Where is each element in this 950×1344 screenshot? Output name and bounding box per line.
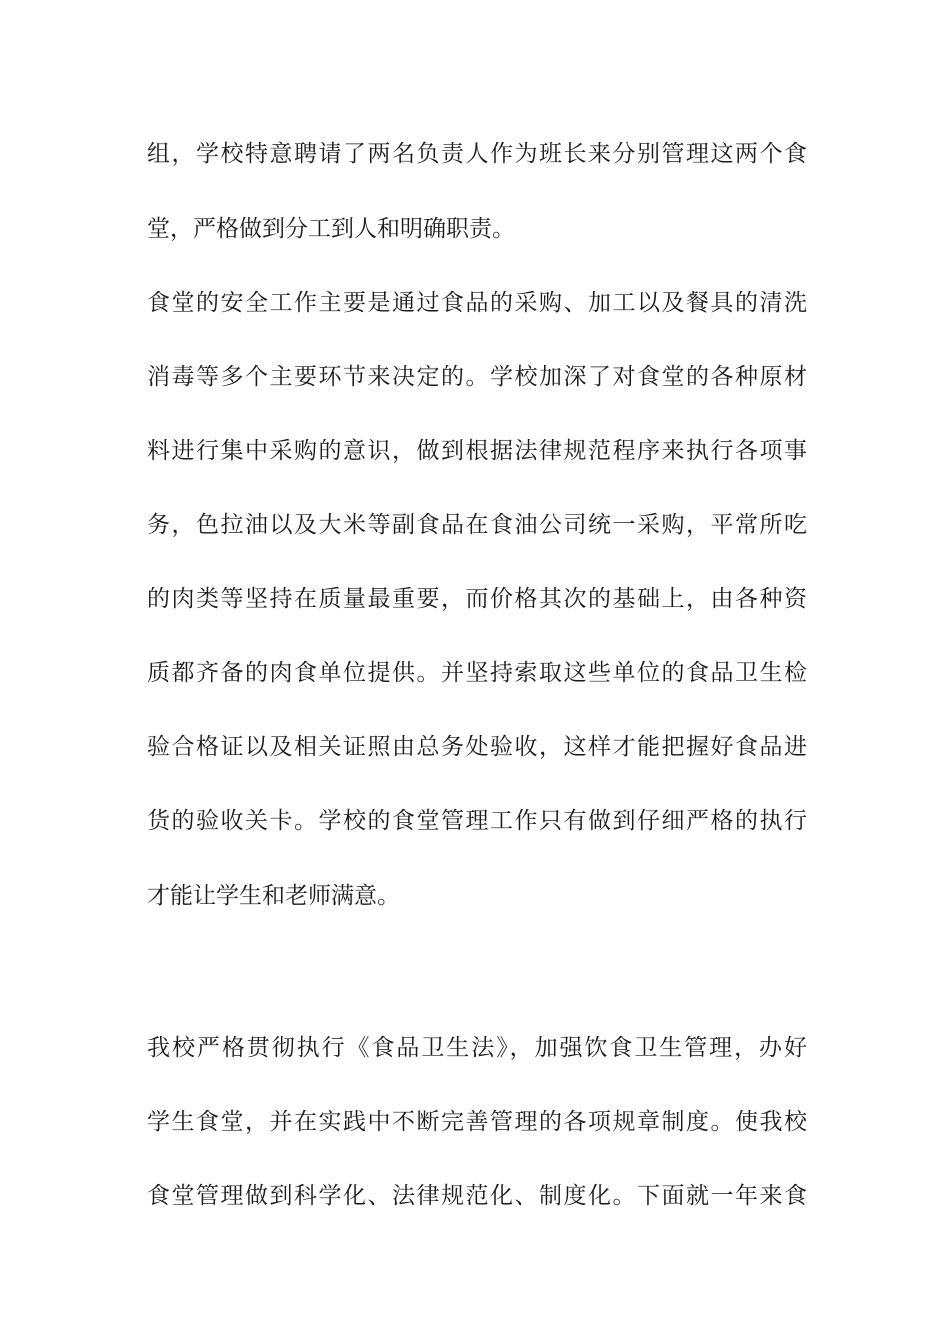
text-line: 食堂的安全工作主要是通过食品的采购、加工以及餐具的清洗 <box>147 290 807 316</box>
text-line: 食堂管理做到科学化、法律规范化、制度化。下面就一年来食 <box>147 1183 807 1209</box>
text-line: 才能让学生和老师满意。 <box>147 883 400 909</box>
text-line: 验合格证以及相关证照由总务处验收，这样才能把握好食品进 <box>147 734 807 760</box>
text-line: 的肉类等坚持在质量最重要，而价格其次的基础上，由各种资 <box>147 586 807 612</box>
text-line: 务，色拉油以及大米等副食品在食油公司统一采购，平常所吃 <box>147 512 807 538</box>
text-line: 学生食堂，并在实践中不断完善管理的各项规章制度。使我校 <box>147 1109 807 1135</box>
text-line: 货的验收关卡。学校的食堂管理工作只有做到仔细严格的执行 <box>147 808 807 834</box>
text-line: 质都齐备的肉食单位提供。并坚持索取这些单位的食品卫生检 <box>147 660 807 686</box>
text-line: 料进行集中采购的意识，做到根据法律规范程序来执行各项事 <box>147 438 807 464</box>
text-line: 组，学校特意聘请了两名负责人作为班长来分别管理这两个食 <box>147 141 807 167</box>
text-line: 堂，严格做到分工到人和明确职责。 <box>147 216 515 242</box>
text-line: 我校严格贯彻执行《食品卫生法》，加强饮食卫生管理，办好 <box>147 1035 807 1061</box>
text-line: 消毒等多个主要环节来决定的。学校加深了对食堂的各种原材 <box>147 364 807 390</box>
